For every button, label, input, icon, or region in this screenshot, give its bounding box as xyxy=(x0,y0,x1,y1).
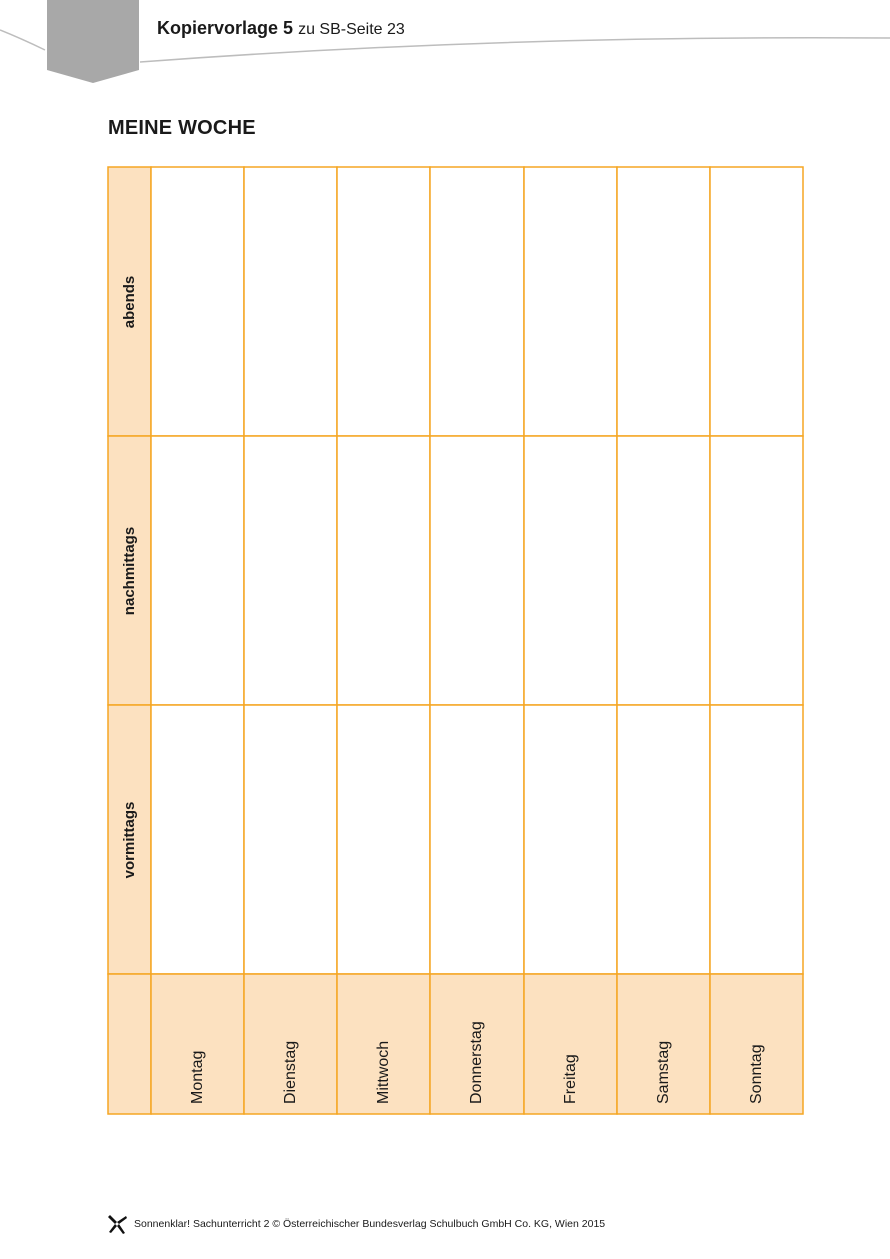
sonnenklar-logo-icon xyxy=(106,1213,128,1235)
entry-cell-samstag-vormittags[interactable] xyxy=(617,705,710,974)
corner-cell xyxy=(108,974,151,1114)
header-tab xyxy=(47,0,139,83)
entry-cell-dienstag-abends[interactable] xyxy=(244,167,337,436)
entry-cell-dienstag-nachmittags[interactable] xyxy=(244,436,337,705)
entry-cell-mittwoch-abends[interactable] xyxy=(337,167,430,436)
period-label-abends: abends xyxy=(120,275,138,328)
day-label-donnerstag: Donnerstag xyxy=(468,1021,485,1104)
entry-cell-mittwoch-vormittags[interactable] xyxy=(337,705,430,974)
day-label-sonntag: Sonntag xyxy=(747,1044,765,1104)
header-title-bold: Kopiervorlage 5 xyxy=(157,18,294,38)
day-label-mittwoch: Mittwoch xyxy=(374,1040,392,1104)
entry-cell-montag-abends[interactable] xyxy=(151,167,244,436)
header-decoration xyxy=(0,0,890,90)
entry-cell-montag-nachmittags[interactable] xyxy=(151,436,244,705)
entry-cell-montag-vormittags[interactable] xyxy=(151,705,244,974)
entry-cell-donnerstag-abends[interactable] xyxy=(430,167,524,436)
entry-cell-sonntag-abends[interactable] xyxy=(710,167,803,436)
entry-cell-sonntag-vormittags[interactable] xyxy=(710,705,803,974)
page-title: MEINE WOCHE xyxy=(108,117,256,139)
entry-cell-donnerstag-nachmittags[interactable] xyxy=(430,436,524,705)
entry-cell-freitag-nachmittags[interactable] xyxy=(524,436,617,705)
entry-cell-freitag-abends[interactable] xyxy=(524,167,617,436)
footer-text: Sonnenklar! Sachunterricht 2 © Österreichischer Bundesverlag Schulbuch GmbH Co. KG, Wien 2015 xyxy=(134,1218,606,1230)
day-label-samstag: Samstag xyxy=(654,1040,672,1104)
entry-cell-dienstag-vormittags[interactable] xyxy=(244,705,337,974)
day-label-montag: Montag xyxy=(188,1050,206,1104)
entry-cell-samstag-abends[interactable] xyxy=(617,167,710,436)
footer xyxy=(106,1213,605,1235)
day-label-dienstag: Dienstag xyxy=(281,1040,299,1104)
header-title xyxy=(157,18,405,39)
period-label-vormittags: vormittags xyxy=(120,801,138,878)
entry-cell-sonntag-nachmittags[interactable] xyxy=(710,436,803,705)
entry-cell-donnerstag-vormittags[interactable] xyxy=(430,705,524,974)
day-label-freitag: Freitag xyxy=(561,1054,579,1104)
entry-cell-freitag-vormittags[interactable] xyxy=(524,705,617,974)
entry-cell-mittwoch-nachmittags[interactable] xyxy=(337,436,430,705)
period-label-nachmittags: nachmittags xyxy=(120,526,138,615)
entry-cell-samstag-nachmittags[interactable] xyxy=(617,436,710,705)
header-title-rest: zu SB-Seite 23 xyxy=(298,21,405,38)
